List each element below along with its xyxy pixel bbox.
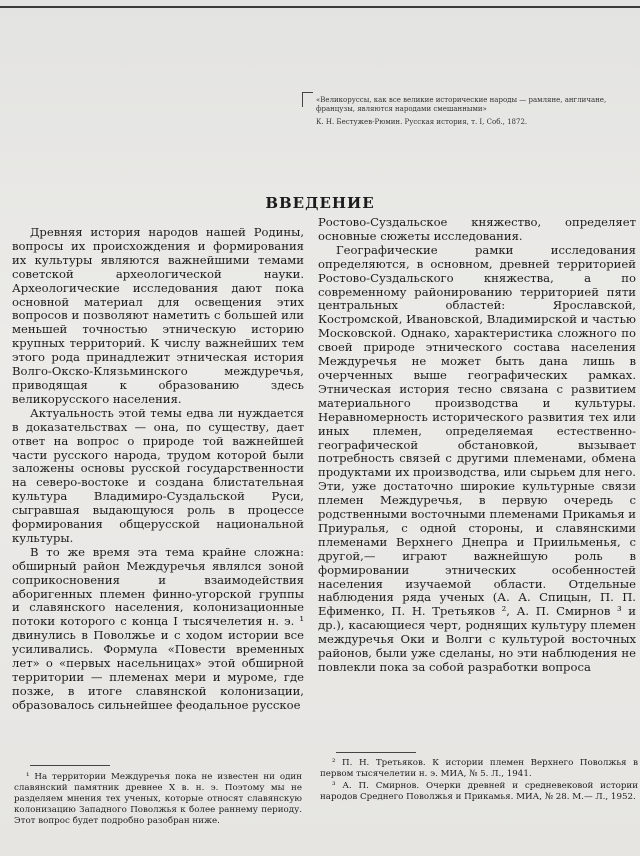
footnotes-left <box>14 772 302 828</box>
page-top-rule <box>0 6 640 8</box>
paragraph: В то же время эта тема крайне сложна: обширный район Междуречья являлся зоной соприкосновения и взаимодействия аборигенных племен финно-угорской группы и славянского населения, колонизационные потоки которого с конца I тысячелетия н. э. ¹ двинулись в Поволжье и с ходом истории все усиливались. Формула «Повести временных лет» о «первых насельницах» этой обширной территории — племенах мери и муроме, где позже, в итоге славянской колонизации, образовалось сильнейшее феодальное русское <box>12 544 304 712</box>
footnote-rule-left <box>30 765 110 766</box>
page-title: ВВЕДЕНИЕ <box>265 194 375 212</box>
paragraph: Географические рамки исследования определяются, в основном, древней территорией Ростово-Суздальского княжества, а по современному районированию территорией пяти центральных областей: Ярославской, Костромской, Ивановской, Владимирской и частью Московской. Однако, характеристика сложного по своей природе этнического состава населения Междуречья не может быть дана лишь в очерченных выше географических рамках. Этническая история тесно связана с развитием материального производства и культуры. Неравномерность исторического развития тех или иных племен, определяемая естественно-географической обстановкой, вызывает потребность связей с другими племенами, обмена продуктами их производства, или сырьем для него. Эти, уже достаточно широкие культурные связи племен Междуречья, в первую очередь с родственными восточными племенами Прикамья и Приуралья, с одной стороны, и славянскими племенами Верхнего Днепра и Приильменья, с другой,— играют важнейшую роль в формировании этнических особенностей населения изучаемой области. Отдельные наблюдения ряда ученых (А. А. Спицын, П. П. Ефименко, П. Н. Третьяков ², А. П. Смирнов ³ и др.), касающиеся черт, роднящих культуру племен междуречья Оки и Волги с культурой восточных районов, были уже сделаны, но эти наблюдения не повлекли пока за собой разработки вопроса <box>318 242 636 674</box>
footnote: ¹ На территории Междуречья пока не известен ни один славянский памятник древнее X в. н. э. Поэтому мы не разделяем мнения тех ученых, которые относят славянскую колонизацию Западного Поволжья к более раннему периоду. Этот вопрос будет подробно разобран ниже. <box>14 772 302 826</box>
right-column <box>318 216 636 675</box>
paragraph: Актуальность этой темы едва ли нуждается в доказательствах — она, по существу, дает ответ на вопрос о природе той важнейшей части русского народа, трудом которой были заложены основы русской государственности на северо-востоке и создана блистательная культура Владимиро-Суздальской Руси, сыгравшая выдающуюся роль в процессе формирования общерусской национальной культуры. <box>12 405 304 545</box>
footnote: ² П. Н. Третьяков. К истории племен Верхнего Поволжья в первом тысячелетии н. э. МИА, № 5. Л., 1941. <box>320 758 638 779</box>
epigraph-bracket <box>302 92 313 107</box>
footnote-rule-right <box>336 752 416 753</box>
paragraph: Древняя история народов нашей Родины, вопросы их происхождения и формирования их культуры являются важнейшими темами советской археологической науки. Археологические исследования дают пока основной материал для освещения этих вопросов и позволяют наметить с большей или меньшей точностью этническую историю крупных территорий. К числу важнейших тем этого рода принадлежит этническая история Волго-Окско-Клязьминского междуречья, приводящая к образованию здесь великорусского населения. <box>12 225 304 406</box>
epigraph-quote: «Великоруссы, как все великие исторические народы — рамляне, англичане, французы, являются народами смешанными» <box>316 96 607 113</box>
footnotes-right <box>320 758 638 804</box>
paragraph-continued: Ростово-Суздальское княжество, определяет основные сюжеты исследования. <box>318 215 636 243</box>
epigraph-source: К. Н. Бестужев-Рюмин. Русская история, т. I, Соб., 1872. <box>316 117 528 126</box>
footnote: ³ А. П. Смирнов. Очерки древней и средневековой истории народов Среднего Поволжья и Прикамья. МИА, № 28. М.— Л., 1952. <box>320 781 638 802</box>
left-column <box>12 226 304 713</box>
epigraph <box>316 96 634 130</box>
